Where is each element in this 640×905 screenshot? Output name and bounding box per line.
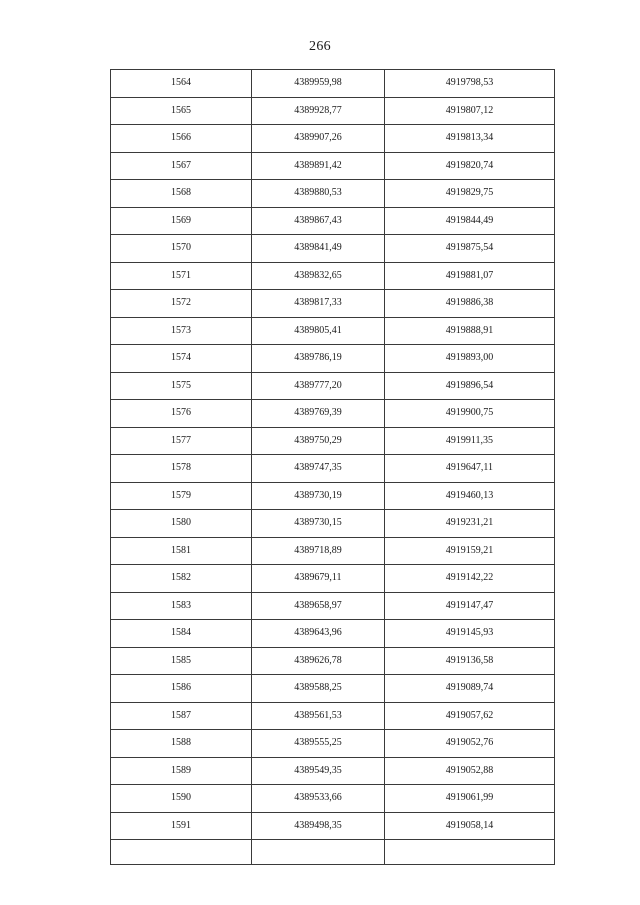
y-coordinate-cell: 4919798,53 <box>385 70 555 98</box>
x-coordinate-cell: 4389730,19 <box>252 482 385 510</box>
table-row <box>111 125 555 153</box>
y-coordinate-cell: 4919900,75 <box>385 400 555 428</box>
y-coordinate-cell: 4919813,34 <box>385 125 555 153</box>
point-number-cell: 1581 <box>111 537 252 565</box>
x-coordinate-cell: 4389658,97 <box>252 592 385 620</box>
point-number-cell: 1569 <box>111 207 252 235</box>
point-number-cell: 1587 <box>111 702 252 730</box>
table-row <box>111 372 555 400</box>
y-coordinate-cell: 4919061,99 <box>385 785 555 813</box>
x-coordinate-cell: 4389959,98 <box>252 70 385 98</box>
x-coordinate-cell: 4389533,66 <box>252 785 385 813</box>
x-coordinate-cell: 4389679,11 <box>252 565 385 593</box>
y-coordinate-cell: 4919893,00 <box>385 345 555 373</box>
point-number-cell: 1580 <box>111 510 252 538</box>
y-coordinate-cell: 4919057,62 <box>385 702 555 730</box>
table-row <box>111 317 555 345</box>
point-number-cell: 1572 <box>111 290 252 318</box>
table-row <box>111 180 555 208</box>
y-coordinate-cell: 4919052,76 <box>385 730 555 758</box>
page-number: 266 <box>309 39 331 54</box>
table-row <box>111 455 555 483</box>
table-row <box>111 262 555 290</box>
empty-cell <box>252 840 385 865</box>
table-row <box>111 565 555 593</box>
coordinates-table-body <box>111 70 555 865</box>
point-number-cell: 1565 <box>111 97 252 125</box>
table-row <box>111 482 555 510</box>
table-row-empty <box>111 840 555 865</box>
table-row <box>111 675 555 703</box>
y-coordinate-cell: 4919875,54 <box>385 235 555 263</box>
x-coordinate-cell: 4389561,53 <box>252 702 385 730</box>
point-number-cell: 1567 <box>111 152 252 180</box>
table-row <box>111 207 555 235</box>
table-row <box>111 647 555 675</box>
table-row <box>111 97 555 125</box>
point-number-cell: 1577 <box>111 427 252 455</box>
table-row <box>111 730 555 758</box>
x-coordinate-cell: 4389750,29 <box>252 427 385 455</box>
y-coordinate-cell: 4919147,47 <box>385 592 555 620</box>
y-coordinate-cell: 4919159,21 <box>385 537 555 565</box>
y-coordinate-cell: 4919089,74 <box>385 675 555 703</box>
point-number-cell: 1588 <box>111 730 252 758</box>
table-row <box>111 70 555 98</box>
empty-cell <box>111 840 252 865</box>
y-coordinate-cell: 4919829,75 <box>385 180 555 208</box>
y-coordinate-cell: 4919911,35 <box>385 427 555 455</box>
table-row <box>111 510 555 538</box>
y-coordinate-cell: 4919647,11 <box>385 455 555 483</box>
point-number-cell: 1584 <box>111 620 252 648</box>
x-coordinate-cell: 4389891,42 <box>252 152 385 180</box>
point-number-cell: 1591 <box>111 812 252 840</box>
point-number-cell: 1586 <box>111 675 252 703</box>
y-coordinate-cell: 4919142,22 <box>385 565 555 593</box>
x-coordinate-cell: 4389718,89 <box>252 537 385 565</box>
table-row <box>111 290 555 318</box>
table-row <box>111 785 555 813</box>
table-row <box>111 757 555 785</box>
y-coordinate-cell: 4919896,54 <box>385 372 555 400</box>
point-number-cell: 1568 <box>111 180 252 208</box>
y-coordinate-cell: 4919881,07 <box>385 262 555 290</box>
x-coordinate-cell: 4389643,96 <box>252 620 385 648</box>
x-coordinate-cell: 4389832,65 <box>252 262 385 290</box>
table-row <box>111 345 555 373</box>
point-number-cell: 1590 <box>111 785 252 813</box>
x-coordinate-cell: 4389817,33 <box>252 290 385 318</box>
x-coordinate-cell: 4389777,20 <box>252 372 385 400</box>
table-row <box>111 400 555 428</box>
x-coordinate-cell: 4389555,25 <box>252 730 385 758</box>
table-row <box>111 592 555 620</box>
x-coordinate-cell: 4389880,53 <box>252 180 385 208</box>
y-coordinate-cell: 4919231,21 <box>385 510 555 538</box>
point-number-cell: 1578 <box>111 455 252 483</box>
table-row <box>111 152 555 180</box>
empty-cell <box>385 840 555 865</box>
table-row <box>111 620 555 648</box>
y-coordinate-cell: 4919807,12 <box>385 97 555 125</box>
point-number-cell: 1573 <box>111 317 252 345</box>
table-row <box>111 812 555 840</box>
y-coordinate-cell: 4919058,14 <box>385 812 555 840</box>
point-number-cell: 1589 <box>111 757 252 785</box>
x-coordinate-cell: 4389498,35 <box>252 812 385 840</box>
y-coordinate-cell: 4919820,74 <box>385 152 555 180</box>
y-coordinate-cell: 4919460,13 <box>385 482 555 510</box>
point-number-cell: 1575 <box>111 372 252 400</box>
x-coordinate-cell: 4389769,39 <box>252 400 385 428</box>
y-coordinate-cell: 4919888,91 <box>385 317 555 345</box>
table-row <box>111 235 555 263</box>
point-number-cell: 1583 <box>111 592 252 620</box>
point-number-cell: 1579 <box>111 482 252 510</box>
x-coordinate-cell: 4389907,26 <box>252 125 385 153</box>
coordinates-table <box>110 69 555 865</box>
point-number-cell: 1574 <box>111 345 252 373</box>
x-coordinate-cell: 4389730,15 <box>252 510 385 538</box>
x-coordinate-cell: 4389549,35 <box>252 757 385 785</box>
table-row <box>111 702 555 730</box>
x-coordinate-cell: 4389747,35 <box>252 455 385 483</box>
table-row <box>111 537 555 565</box>
y-coordinate-cell: 4919886,38 <box>385 290 555 318</box>
y-coordinate-cell: 4919052,88 <box>385 757 555 785</box>
y-coordinate-cell: 4919136,58 <box>385 647 555 675</box>
point-number-cell: 1585 <box>111 647 252 675</box>
x-coordinate-cell: 4389805,41 <box>252 317 385 345</box>
point-number-cell: 1566 <box>111 125 252 153</box>
point-number-cell: 1564 <box>111 70 252 98</box>
x-coordinate-cell: 4389841,49 <box>252 235 385 263</box>
x-coordinate-cell: 4389786,19 <box>252 345 385 373</box>
point-number-cell: 1582 <box>111 565 252 593</box>
point-number-cell: 1571 <box>111 262 252 290</box>
y-coordinate-cell: 4919145,93 <box>385 620 555 648</box>
x-coordinate-cell: 4389626,78 <box>252 647 385 675</box>
x-coordinate-cell: 4389928,77 <box>252 97 385 125</box>
table-row <box>111 427 555 455</box>
x-coordinate-cell: 4389867,43 <box>252 207 385 235</box>
x-coordinate-cell: 4389588,25 <box>252 675 385 703</box>
y-coordinate-cell: 4919844,49 <box>385 207 555 235</box>
point-number-cell: 1570 <box>111 235 252 263</box>
point-number-cell: 1576 <box>111 400 252 428</box>
